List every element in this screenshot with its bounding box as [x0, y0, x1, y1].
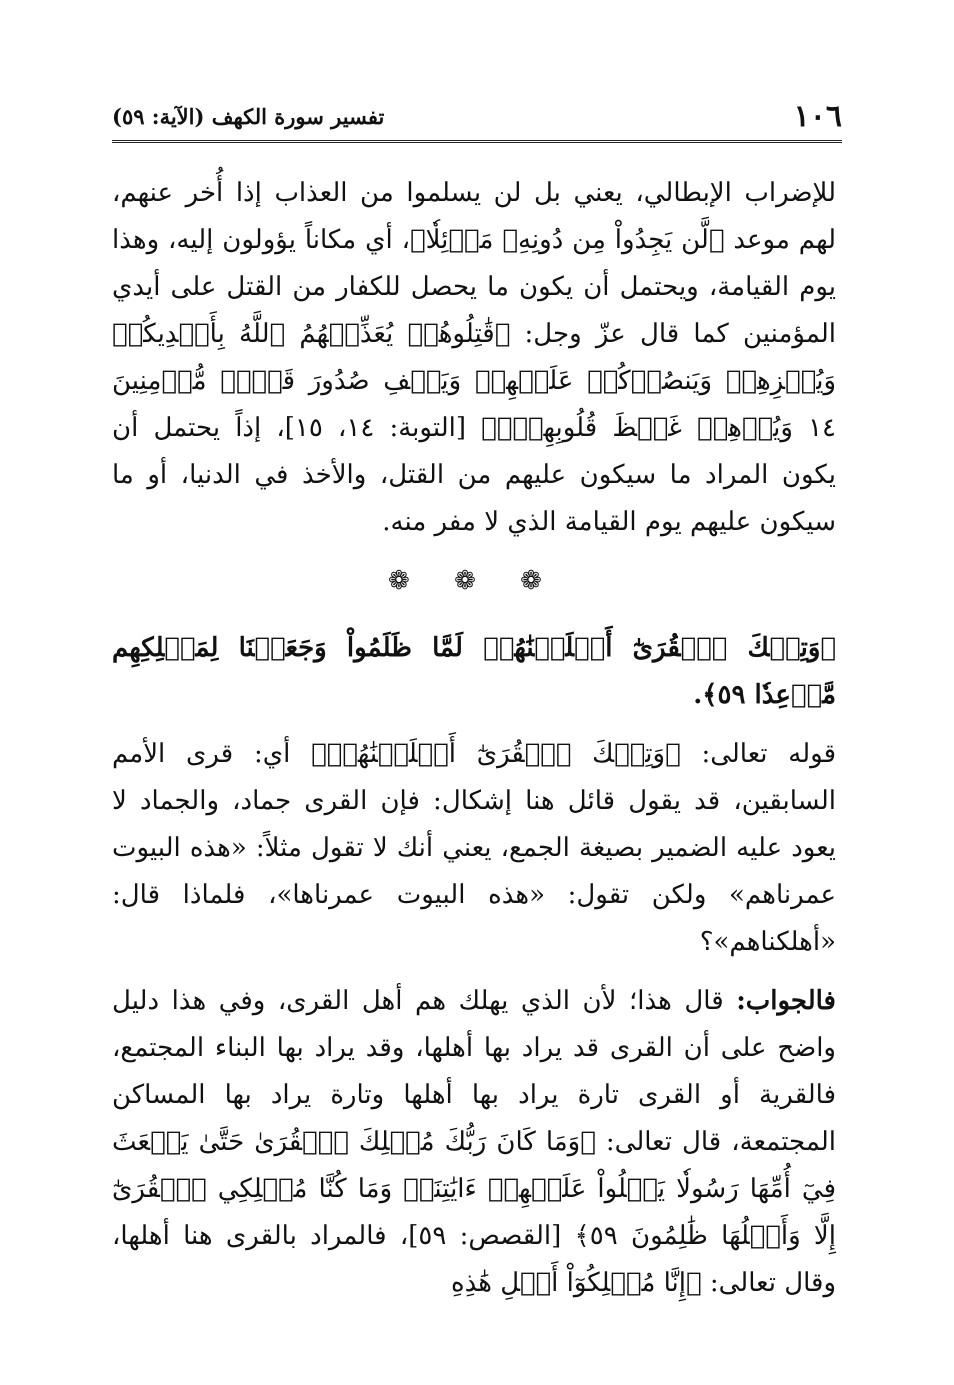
section-separator: ❁ ❁ ❁	[388, 566, 560, 596]
paragraph-answer	[112, 978, 836, 1307]
page-body	[112, 170, 836, 1307]
page-number: ١٠٦	[793, 98, 842, 134]
paragraph-intro: للإضراب الإبطالي، يعني بل لن يسلموا من العذاب إذا أُخر عنهم، لهم موعد ﴿لَّن يَجِدُواْ مِن دُونِهِۦ مَوۡئِلٗا﴾، أي مكاناً يؤولون إليه، وهذا يوم القيامة، ويحتمل أن يكون ما يحصل للكفار من القتل على أيدي المؤمنين كما قال عزّ وجل: ﴿قَٰتِلُوهُمۡ يُعَذِّبۡهُمُ ٱللَّهُ بِأَيۡدِيكُمۡ وَيُخۡزِهِمۡ وَيَنصُرۡكُمۡ عَلَيۡهِمۡ وَيَشۡفِ صُدُورَ قَوۡمٖ مُّؤۡمِنِينَ ١٤ وَيُذۡهِبۡ غَيۡظَ قُلُوبِهِمۡۗ﴾ [التوبة: ١٤، ١٥]، إذاً يحتمل أن يكون المراد ما سيكون عليهم من القتل، والأخذ في الدنيا، أو ما سيكون عليهم يوم القيامة الذي لا مفر منه.	[112, 178, 836, 537]
paragraph-commentary: قوله تعالى: ﴿وَتِلۡكَ ٱلۡقُرَىٰٓ أَهۡلَكۡنَٰهُمۡ﴾ أي: قرى الأمم السابقين، قد يقول قائل هنا إشكال: فإن القرى جماد، والجماد لا يعود عليه الضمير بصيغة الجمع، يعني أنك لا تقول مثلاً: «هذه البيوت عمرناهم» ولكن تقول: «هذه البيوت عمرناها»، فلماذا قال: «أهلكناهم»؟	[112, 739, 836, 957]
quran-verse: ﴿وَتِلۡكَ ٱلۡقُرَىٰٓ أَهۡلَكۡنَٰهُمۡ لَمَّا ظَلَمُواْ وَجَعَلۡنَا لِمَهۡلِكِهِم مَّوۡعِدٗا ٥٩﴾.	[112, 633, 836, 710]
answer-text: قال هذا؛ لأن الذي يهلك هم أهل القرى، وفي هذا دليل واضح على أن القرى قد يراد بها أهلها، وقد يراد بها البناء المجتمع، فالقرية أو القرى تارة يراد بها أهلها وتارة يراد بها المساكن المجتمعة، قال تعالى: ﴿وَمَا كَانَ رَبُّكَ مُهۡلِكَ ٱلۡقُرَىٰ حَتَّىٰ يَبۡعَثَ فِيٓ أُمِّهَا رَسُولٗا يَتۡلُواْ عَلَيۡهِمۡ ءَايَٰتِنَاۚ وَمَا كُنَّا مُهۡلِكِي ٱلۡقُرَىٰٓ إِلَّا وَأَهۡلُهَا ظَٰلِمُونَ ٥٩﴾ [القصص: ٥٩]، فالمراد بالقرى هنا أهلها، وقال تعالى: ﴿إِنَّا مُهۡلِكُوٓاْ أَهۡلِ هَٰذِهِ	[112, 986, 836, 1298]
answer-label: فالجواب:	[736, 986, 836, 1016]
page-header	[112, 96, 842, 136]
header-divider	[112, 140, 842, 143]
running-title: تفسير سورة الكهف (الآية: ٥٩)	[112, 103, 385, 129]
